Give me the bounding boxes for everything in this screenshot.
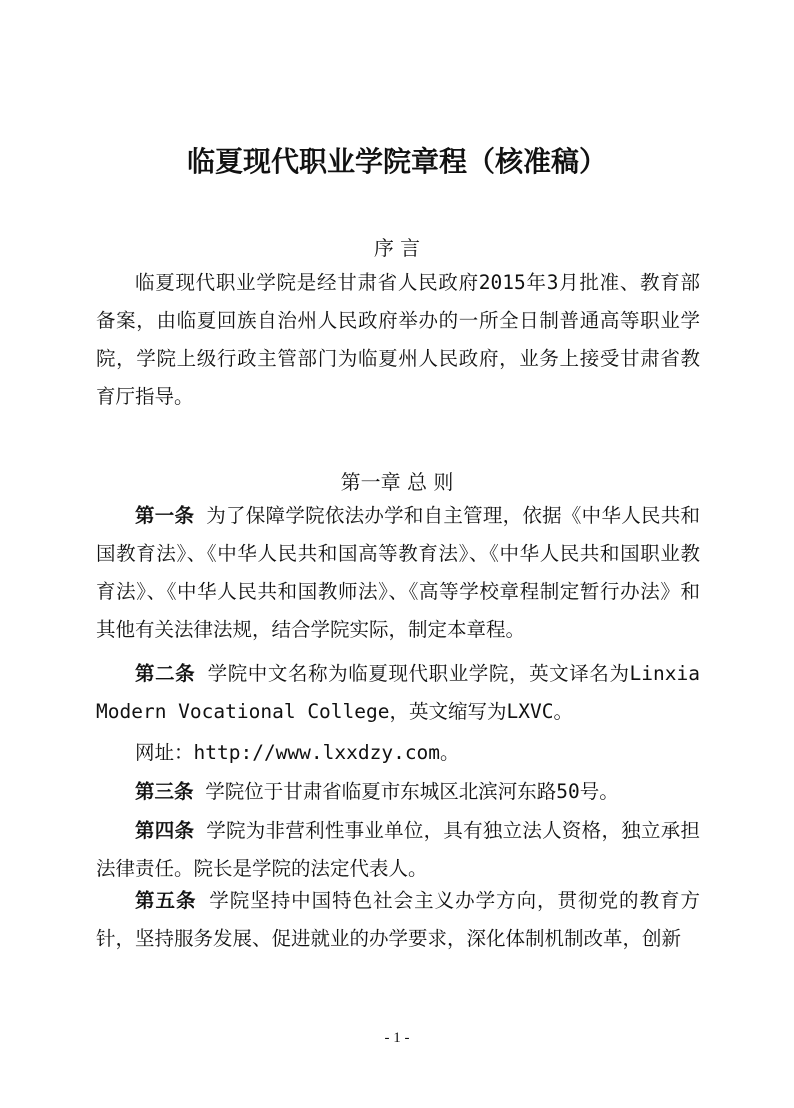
page-number: - 1 - xyxy=(384,1030,410,1046)
article-text: 学院位于甘肃省临夏市东城区北滨河东路50号。 xyxy=(205,780,619,803)
article-label: 第一条 xyxy=(135,504,195,527)
article-paragraph xyxy=(96,497,700,649)
article-paragraph xyxy=(96,655,700,731)
website-text: 网址：http://www.lxxdzy.com。 xyxy=(135,741,460,764)
article-text: 学院为非营利性事业单位，具有独立法人资格，独立承担法律责任。院长是学院的法定代表人。 xyxy=(96,819,700,880)
article-label: 第二条 xyxy=(135,662,196,685)
preface-heading: 序 言 xyxy=(373,236,421,260)
article-text: 学院中文名称为临夏现代职业学院，英文译名为Linxia Modern Vocational College，英文缩写为LXVC。 xyxy=(96,662,700,723)
chapter-heading: 第一章 总 则 xyxy=(340,470,454,494)
article-label: 第五条 xyxy=(135,889,197,912)
article-paragraph xyxy=(96,882,700,958)
article-paragraph xyxy=(96,812,700,888)
article-text: 为了保障学院依法办学和自主管理，依据《中华人民共和国教育法》、《中华人民共和国高等教育法》、《中华人民共和国职业教育法》、《中华人民共和国教师法》、《高等学校章程制定暂行办法》和其他有关法律法规，结合学院实际，制定本章程。 xyxy=(96,504,700,641)
article-label: 第三条 xyxy=(135,780,194,803)
article-paragraph xyxy=(96,773,700,811)
preface-paragraph: 临夏现代职业学院是经甘肃省人民政府2015年3月批准、教育部备案，由临夏回族自治州人民政府举办的一所全日制普通高等职业学院，学院上级行政主管部门为临夏州人民政府，业务上接受甘肃省教育厅指导。 xyxy=(96,271,700,408)
document-title: 临夏现代职业学院章程（核准稿） xyxy=(186,145,607,178)
article-text: 学院坚持中国特色社会主义办学方向，贯彻党的教育方针，坚持服务发展、促进就业的办学要求，深化体制机制改革，创新 xyxy=(96,889,700,950)
website-paragraph xyxy=(96,734,700,772)
article-label: 第四条 xyxy=(135,819,195,842)
